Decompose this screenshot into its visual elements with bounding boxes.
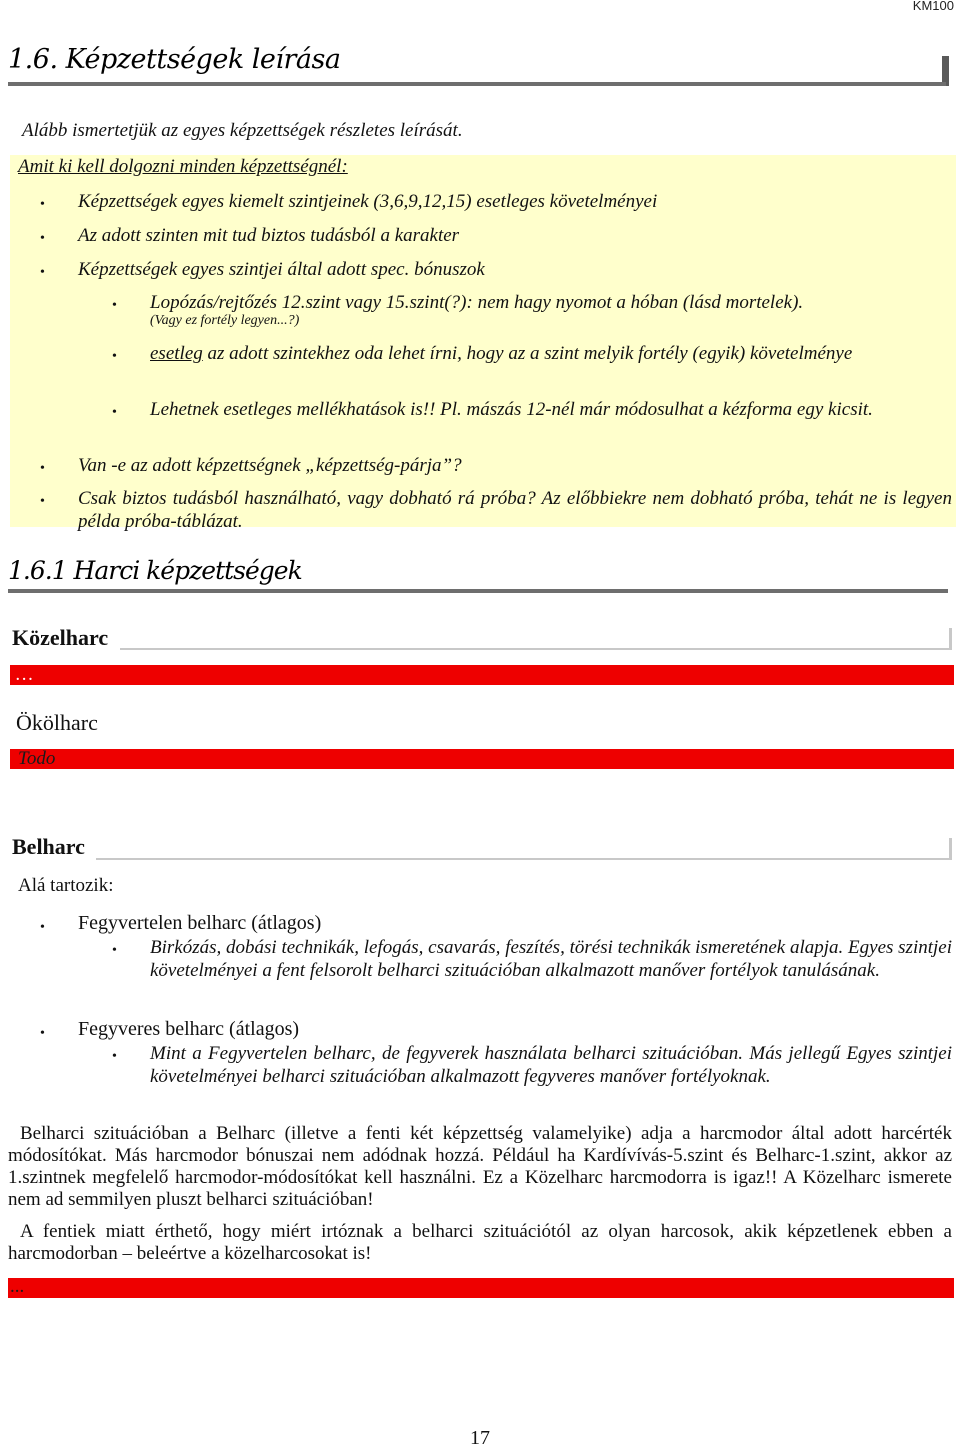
todo-sub-item	[150, 342, 952, 365]
subsection-title: 1.6.1 Harci képzettségek	[8, 556, 302, 585]
bullet-icon: •	[40, 920, 45, 935]
bullet-icon: •	[40, 265, 45, 280]
todo-sub-item: Lehetnek esetleges mellékhatások is!! Pl. mászás 12-nél már módosulhat a kézforma egy kicsit.	[150, 399, 873, 420]
heading-rule-end	[949, 838, 952, 860]
bullet-icon: •	[112, 1049, 117, 1064]
todo-item: Képzettségek egyes szintjei által adott spec. bónuszok	[78, 259, 485, 280]
section-rule	[8, 82, 946, 86]
belharc-item: Fegyvertelen belharc (átlagos)	[78, 912, 322, 934]
bullet-icon: •	[40, 494, 45, 509]
emphasis-text: esetleg	[150, 343, 203, 364]
todo-red-bar	[8, 1278, 954, 1298]
todo-heading: Amit ki kell dolgozni minden képzettségnél:	[18, 156, 348, 177]
todo-red-bar	[10, 749, 954, 769]
bullet-icon: •	[40, 1026, 45, 1041]
belharc-paragraph: Belharci szituációban a Belharc (illetve a fenti két képzettség valamelyike) adja a harcmodor által adott harcérték módosítókat. Más harcmodor bónuszai nem adódnak hozzá. Például ha Kardívívás-5.szint és Belharc-1.szint, akkor az 1.szintnek megfelelő harcmodor-módosítókat kell használni. Ez a Közelharc harcmodorra is igaz!! A Közelharc ismerete nem ad semmilyen pluszt belharci szituációban!	[8, 1123, 952, 1210]
intro-text: Alább ismertetjük az egyes képzettségek részletes leírását.	[22, 120, 463, 141]
todo-red-text: …	[16, 664, 33, 685]
todo-item: Az adott szinten mit tud biztos tudásból a karakter	[78, 225, 460, 246]
bullet-icon: •	[112, 298, 117, 313]
kozelharc-heading: Közelharc	[12, 625, 109, 650]
bullet-icon: •	[40, 231, 45, 246]
page-number: 17	[470, 1427, 490, 1449]
section-title: 1.6. Képzettségek leírása	[8, 44, 341, 75]
heading-rule	[96, 858, 950, 860]
heading-rule	[120, 648, 950, 650]
belharc-item-detail: Birkózás, dobási technikák, lefogás, csavarás, feszítés, törési technikák ismeretének alapja. Egyes szintjei követelményei a fent felsorolt belharci szituációban alkalmazott manőver fortélyok tanulásának.	[150, 937, 952, 981]
document-code: KM100	[912, 0, 954, 13]
bullet-icon: •	[40, 461, 45, 476]
bullet-icon: •	[112, 943, 117, 958]
belharc-item: Fegyveres belharc (átlagos)	[78, 1018, 300, 1040]
todo-red-text: ...	[10, 1276, 25, 1297]
bullet-icon: •	[112, 349, 117, 364]
todo-item: Képzettségek egyes kiemelt szintjeinek (3,6,9,12,15) esetleges követelményei	[78, 191, 658, 212]
todo-red-text: Todo	[18, 748, 56, 769]
belharc-item-detail: Mint a Fegyvertelen belharc, de fegyverek használata belharci szituációban. Más jellegű Egyes szintjei követelményei belharci szituációban alkalmazott fegyveres manőver fortélyoknak.	[150, 1043, 952, 1087]
belharc-paragraph: A fentiek miatt érthető, hogy miért irtóznak a belharci szituációtól az olyan harcosok, akik képzetlenek ebben a harcmodorban – beleértve a közelharcosokat is!	[8, 1221, 952, 1264]
todo-sub-item: Lopózás/rejtőzés 12.szint vagy 15.szint(?): nem hagy nyomot a hóban (lásd mortelek).	[150, 292, 804, 313]
todo-item: Csak biztos tudásból használható, vagy dobható rá próba? Az előbbiekre nem dobható próba, tehát ne is legyen példa próba-táblázat.	[78, 488, 952, 532]
belharc-heading: Belharc	[12, 834, 85, 859]
heading-rule-end	[949, 628, 952, 650]
okolharc-heading: Ökölharc	[16, 710, 98, 735]
belharc-sublabel: Alá tartozik:	[18, 875, 114, 896]
todo-sub-item-note: (Vagy ez fortély legyen...?)	[150, 313, 300, 328]
todo-sub-item-text: az adott szintekhez oda lehet írni, hogy az a szint melyik fortély (egyik) követelménye	[202, 343, 853, 364]
bullet-icon: •	[40, 197, 45, 212]
subsection-rule	[8, 589, 948, 593]
bullet-icon: •	[112, 405, 117, 420]
todo-item: Van -e az adott képzettségnek „képzettség-párja”?	[78, 455, 462, 476]
todo-red-bar	[10, 665, 954, 685]
